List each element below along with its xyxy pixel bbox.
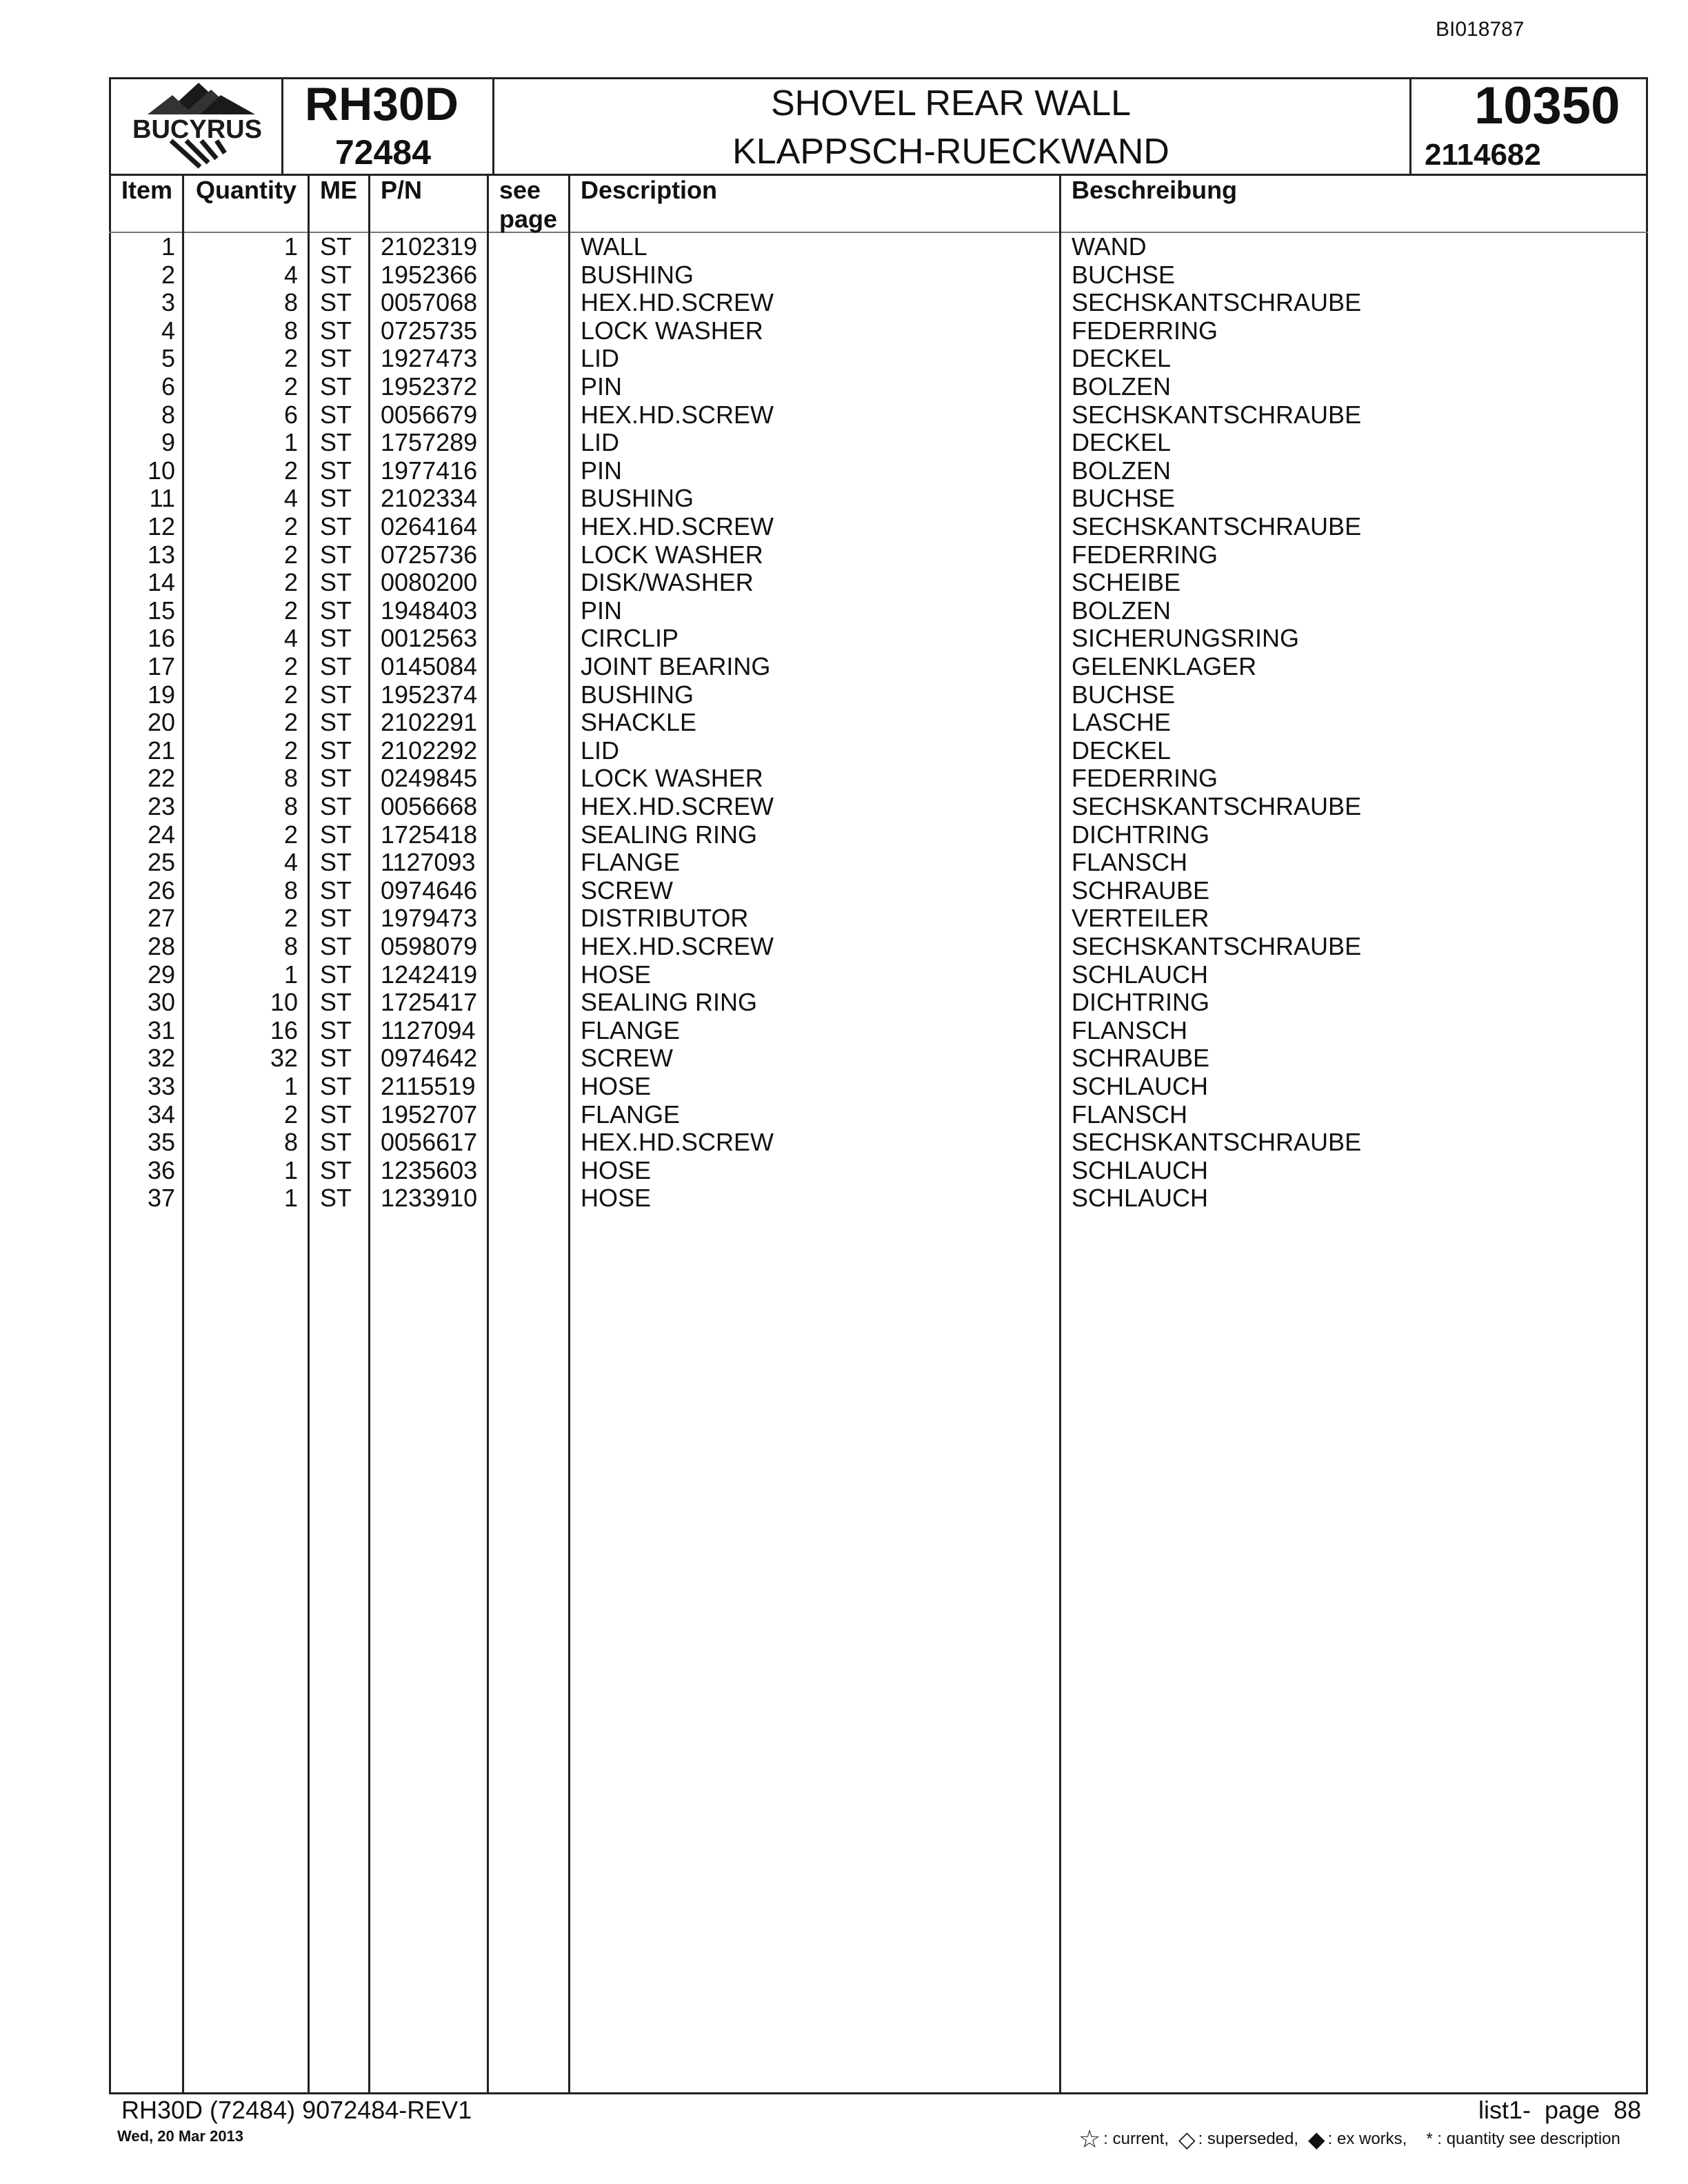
me-cell: ST [320, 1128, 352, 1157]
part-number-cell: 1127094 [381, 1015, 476, 1044]
description-cell: LOCK WASHER [581, 540, 763, 569]
description-cell: HEX.HD.SCREW [581, 792, 774, 820]
me-cell: ST [320, 736, 352, 765]
col-sep-description [1059, 174, 1061, 2094]
beschreibung-cell: SECHSKANTSCHRAUBE [1072, 512, 1362, 540]
description-cell: HOSE [581, 1184, 652, 1213]
part-number-cell: 0145084 [381, 652, 478, 680]
item-cell: 21 [147, 736, 175, 765]
part-number-cell: 2102291 [381, 708, 478, 737]
beschreibung-cell: GELENKLAGER [1072, 652, 1257, 680]
description-cell: FLANGE [581, 848, 681, 877]
description-cell: SCREW [581, 1044, 673, 1073]
col-header-see: see [499, 176, 541, 204]
footer-document-ref: RH30D (72484) 9072484-REV1 [121, 2096, 472, 2124]
quantity-cell: 8 [283, 288, 298, 317]
col-header-item: Item [121, 176, 173, 204]
quantity-cell: 1 [283, 960, 298, 989]
item-cell: 11 [149, 484, 175, 513]
me-cell: ST [320, 1044, 352, 1073]
group-number: 10350 [1474, 77, 1620, 135]
item-cell: 6 [161, 372, 175, 401]
quantity-cell: 1 [283, 1155, 298, 1184]
beschreibung-cell: SCHLAUCH [1072, 1072, 1209, 1100]
part-number-cell: 0264164 [381, 512, 478, 540]
item-cell: 2 [161, 260, 175, 289]
me-cell: ST [320, 1072, 352, 1100]
description-cell: LOCK WASHER [581, 764, 763, 793]
quantity-cell: 2 [283, 708, 298, 737]
part-number-cell: 1757289 [381, 428, 478, 457]
description-cell: FLANGE [581, 1015, 681, 1044]
beschreibung-cell: BOLZEN [1072, 596, 1172, 625]
description-cell: HOSE [581, 960, 652, 989]
part-number-cell: 2102292 [381, 736, 478, 765]
footer-legend [1078, 2125, 1620, 2154]
part-number-cell: 0056679 [381, 400, 478, 429]
beschreibung-cell: VERTEILER [1072, 904, 1209, 933]
col-header-page: page [499, 205, 558, 233]
me-cell: ST [320, 988, 352, 1017]
header-sep-title [1409, 77, 1411, 175]
part-number-cell: 0057068 [381, 288, 478, 317]
beschreibung-cell: BUCHSE [1072, 680, 1176, 709]
quantity-cell: 16 [270, 1015, 298, 1044]
description-cell: SEALING RING [581, 988, 758, 1017]
quantity-cell: 2 [283, 904, 298, 933]
me-cell: ST [320, 316, 352, 345]
beschreibung-cell: FLANSCH [1072, 1015, 1188, 1044]
beschreibung-cell: DECKEL [1072, 428, 1172, 457]
me-cell: ST [320, 820, 352, 849]
me-cell: ST [320, 596, 352, 625]
me-cell: ST [320, 288, 352, 317]
footer-date: Wed, 20 Mar 2013 [117, 2127, 244, 2145]
me-cell: ST [320, 540, 352, 569]
quantity-cell: 8 [283, 876, 298, 904]
group-sub-number: 2114682 [1425, 138, 1541, 172]
me-cell: ST [320, 344, 352, 373]
me-cell: ST [320, 428, 352, 457]
me-cell: ST [320, 1100, 352, 1129]
item-cell: 27 [147, 904, 175, 933]
part-number-cell: 1948403 [381, 596, 478, 625]
me-cell: ST [320, 1015, 352, 1044]
part-number-cell: 0056617 [381, 1128, 478, 1157]
part-number-cell: 0974646 [381, 876, 478, 904]
quantity-cell: 2 [283, 736, 298, 765]
item-cell: 17 [147, 652, 175, 680]
quantity-cell: 8 [283, 932, 298, 960]
beschreibung-cell: FEDERRING [1072, 540, 1218, 569]
description-cell: SEALING RING [581, 820, 758, 849]
me-cell: ST [320, 932, 352, 960]
col-header-beschreibung: Beschreibung [1072, 176, 1238, 204]
quantity-cell: 2 [283, 680, 298, 709]
quantity-cell: 1 [283, 1072, 298, 1100]
beschreibung-cell: SCHRAUBE [1072, 1044, 1210, 1073]
beschreibung-cell: DICHTRING [1072, 988, 1209, 1017]
description-cell: HEX.HD.SCREW [581, 288, 774, 317]
me-cell: ST [320, 792, 352, 820]
item-cell: 9 [161, 428, 175, 457]
description-cell: SHACKLE [581, 708, 697, 737]
quantity-cell: 6 [283, 400, 298, 429]
item-cell: 33 [147, 1072, 175, 1100]
beschreibung-cell: SECHSKANTSCHRAUBE [1072, 1128, 1362, 1157]
item-cell: 8 [161, 400, 175, 429]
beschreibung-cell: FLANSCH [1072, 1100, 1188, 1129]
me-cell: ST [320, 848, 352, 877]
col-header-quantity: Quantity [196, 176, 297, 204]
legend-quantity: * : quantity see description [1426, 2130, 1620, 2148]
description-cell: PIN [581, 372, 623, 401]
title-german: KLAPPSCH-RUECKWAND [732, 132, 1169, 172]
beschreibung-cell: DECKEL [1072, 736, 1172, 765]
description-cell: HEX.HD.SCREW [581, 512, 774, 540]
description-cell: LID [581, 736, 620, 765]
part-number-cell: 1242419 [381, 960, 478, 989]
quantity-cell: 8 [283, 1128, 298, 1157]
description-cell: PIN [581, 456, 623, 485]
beschreibung-cell: FEDERRING [1072, 316, 1218, 345]
quantity-cell: 8 [283, 764, 298, 793]
diamond-filled-icon: ◆ [1308, 2127, 1325, 2152]
quantity-cell: 4 [283, 624, 298, 653]
header-sep-logo [281, 77, 283, 175]
me-cell: ST [320, 260, 352, 289]
part-number-cell: 0056668 [381, 792, 478, 820]
me-cell: ST [320, 904, 352, 933]
item-cell: 1 [161, 232, 175, 261]
me-cell: ST [320, 652, 352, 680]
me-cell: ST [320, 680, 352, 709]
beschreibung-cell: SECHSKANTSCHRAUBE [1072, 400, 1362, 429]
quantity-cell: 8 [283, 792, 298, 820]
legend-superseded: : superseded, [1198, 2130, 1299, 2148]
part-number-cell: 1725418 [381, 820, 478, 849]
header-sep-model [492, 77, 494, 175]
me-cell: ST [320, 512, 352, 540]
item-cell: 5 [161, 344, 175, 373]
part-number-cell: 0725736 [381, 540, 478, 569]
quantity-cell: 2 [283, 596, 298, 625]
beschreibung-cell: SECHSKANTSCHRAUBE [1072, 932, 1362, 960]
quantity-cell: 4 [283, 848, 298, 877]
item-cell: 20 [147, 708, 175, 737]
footer-page: list1- page 88 [1478, 2096, 1642, 2124]
me-cell: ST [320, 400, 352, 429]
me-cell: ST [320, 876, 352, 904]
quantity-cell: 2 [283, 652, 298, 680]
col-sep-me [368, 174, 370, 2094]
me-cell: ST [320, 568, 352, 597]
model-number: 72484 [335, 133, 432, 172]
col-header-me: ME [320, 176, 357, 204]
title-english: SHOVEL REAR WALL [770, 83, 1132, 123]
quantity-cell: 2 [283, 456, 298, 485]
legend-ex-works: : ex works, [1327, 2130, 1407, 2148]
quantity-cell: 10 [270, 988, 298, 1017]
part-number-cell: 2102319 [381, 232, 478, 261]
quantity-cell: 2 [283, 512, 298, 540]
me-cell: ST [320, 708, 352, 737]
description-cell: JOINT BEARING [581, 652, 771, 680]
beschreibung-cell: BOLZEN [1072, 456, 1172, 485]
beschreibung-cell: WAND [1072, 232, 1147, 261]
item-cell: 15 [147, 596, 175, 625]
part-number-cell: 0725735 [381, 316, 478, 345]
beschreibung-cell: SCHLAUCH [1072, 960, 1209, 989]
me-cell: ST [320, 456, 352, 485]
part-number-cell: 1235603 [381, 1155, 478, 1184]
item-cell: 3 [161, 288, 175, 317]
description-cell: HEX.HD.SCREW [581, 400, 774, 429]
description-cell: HEX.HD.SCREW [581, 1128, 774, 1157]
part-number-cell: 0974642 [381, 1044, 478, 1073]
part-number-cell: 1927473 [381, 344, 478, 373]
bucyrus-logo [117, 80, 277, 171]
item-cell: 30 [147, 988, 175, 1017]
item-cell: 28 [147, 932, 175, 960]
description-cell: LID [581, 428, 620, 457]
description-cell: DISK/WASHER [581, 568, 754, 597]
me-cell: ST [320, 960, 352, 989]
beschreibung-cell: SCHEIBE [1072, 568, 1181, 597]
col-header-pn: P/N [381, 176, 423, 204]
part-number-cell: 1979473 [381, 904, 478, 933]
beschreibung-cell: SCHLAUCH [1072, 1184, 1209, 1213]
me-cell: ST [320, 232, 352, 261]
description-cell: DISTRIBUTOR [581, 904, 749, 933]
item-cell: 26 [147, 876, 175, 904]
document-id: BI018787 [1436, 18, 1525, 41]
bucyrus-logo-graphic [117, 80, 277, 171]
beschreibung-cell: LASCHE [1072, 708, 1172, 737]
item-cell: 34 [147, 1100, 175, 1129]
quantity-cell: 2 [283, 1100, 298, 1129]
description-cell: FLANGE [581, 1100, 681, 1129]
beschreibung-cell: SCHRAUBE [1072, 876, 1210, 904]
logo-text: BUCYRUS [132, 115, 262, 144]
beschreibung-cell: SICHERUNGSRING [1072, 624, 1300, 653]
item-cell: 24 [147, 820, 175, 849]
part-number-cell: 1952366 [381, 260, 478, 289]
quantity-cell: 4 [283, 484, 298, 513]
item-cell: 31 [147, 1015, 175, 1044]
item-cell: 22 [147, 764, 175, 793]
beschreibung-cell: BUCHSE [1072, 484, 1176, 513]
item-cell: 4 [161, 316, 175, 345]
col-sep-item [182, 174, 184, 2094]
quantity-cell: 2 [283, 540, 298, 569]
description-cell: LOCK WASHER [581, 316, 763, 345]
quantity-cell: 2 [283, 820, 298, 849]
part-number-cell: 1127093 [381, 848, 476, 877]
beschreibung-cell: FLANSCH [1072, 848, 1188, 877]
quantity-cell: 32 [270, 1044, 298, 1073]
description-cell: WALL [581, 232, 647, 261]
description-cell: CIRCLIP [581, 624, 679, 653]
col-header-description: Description [581, 176, 718, 204]
description-cell: LID [581, 344, 620, 373]
beschreibung-cell: SCHLAUCH [1072, 1155, 1209, 1184]
item-cell: 13 [147, 540, 175, 569]
part-number-cell: 0598079 [381, 932, 478, 960]
beschreibung-cell: DECKEL [1072, 344, 1172, 373]
item-cell: 14 [147, 568, 175, 597]
part-number-cell: 1725417 [381, 988, 478, 1017]
me-cell: ST [320, 484, 352, 513]
diamond-outline-icon: ◇ [1178, 2127, 1196, 2152]
beschreibung-cell: BUCHSE [1072, 260, 1176, 289]
description-cell: BUSHING [581, 484, 694, 513]
me-cell: ST [320, 1184, 352, 1213]
beschreibung-cell: DICHTRING [1072, 820, 1209, 849]
me-cell: ST [320, 624, 352, 653]
beschreibung-cell: FEDERRING [1072, 764, 1218, 793]
part-number-cell: 2115519 [381, 1072, 476, 1100]
quantity-cell: 1 [283, 232, 298, 261]
item-cell: 29 [147, 960, 175, 989]
col-sep-quantity [308, 174, 310, 2094]
quantity-cell: 2 [283, 372, 298, 401]
part-number-cell: 1952707 [381, 1100, 478, 1129]
part-number-cell: 1977416 [381, 456, 478, 485]
beschreibung-cell: SECHSKANTSCHRAUBE [1072, 288, 1362, 317]
item-cell: 23 [147, 792, 175, 820]
beschreibung-cell: BOLZEN [1072, 372, 1172, 401]
item-cell: 32 [147, 1044, 175, 1073]
item-cell: 25 [147, 848, 175, 877]
me-cell: ST [320, 1155, 352, 1184]
item-cell: 36 [147, 1155, 175, 1184]
item-cell: 37 [147, 1184, 175, 1213]
description-cell: BUSHING [581, 260, 694, 289]
description-cell: HEX.HD.SCREW [581, 932, 774, 960]
quantity-cell: 2 [283, 344, 298, 373]
part-number-cell: 0249845 [381, 764, 478, 793]
part-number-cell: 1233910 [381, 1184, 478, 1213]
quantity-cell: 1 [283, 1184, 298, 1213]
part-number-cell: 0012563 [381, 624, 478, 653]
part-number-cell: 0080200 [381, 568, 478, 597]
star-outline-icon: ☆ [1078, 2125, 1101, 2153]
item-cell: 12 [147, 512, 175, 540]
part-number-cell: 1952372 [381, 372, 478, 401]
description-cell: HOSE [581, 1155, 652, 1184]
model-name: RH30D [305, 78, 459, 130]
item-cell: 10 [147, 456, 175, 485]
quantity-cell: 2 [283, 568, 298, 597]
item-cell: 35 [147, 1128, 175, 1157]
part-number-cell: 2102334 [381, 484, 478, 513]
quantity-cell: 4 [283, 260, 298, 289]
item-cell: 19 [147, 680, 175, 709]
beschreibung-cell: SECHSKANTSCHRAUBE [1072, 792, 1362, 820]
item-cell: 16 [147, 624, 175, 653]
col-sep-see-page [568, 174, 570, 2094]
me-cell: ST [320, 764, 352, 793]
quantity-cell: 1 [283, 428, 298, 457]
me-cell: ST [320, 372, 352, 401]
description-cell: BUSHING [581, 680, 694, 709]
part-number-cell: 1952374 [381, 680, 478, 709]
description-cell: SCREW [581, 876, 673, 904]
col-sep-pn [487, 174, 489, 2094]
legend-current: : current, [1103, 2130, 1169, 2148]
description-cell: HOSE [581, 1072, 652, 1100]
quantity-cell: 8 [283, 316, 298, 345]
description-cell: PIN [581, 596, 623, 625]
